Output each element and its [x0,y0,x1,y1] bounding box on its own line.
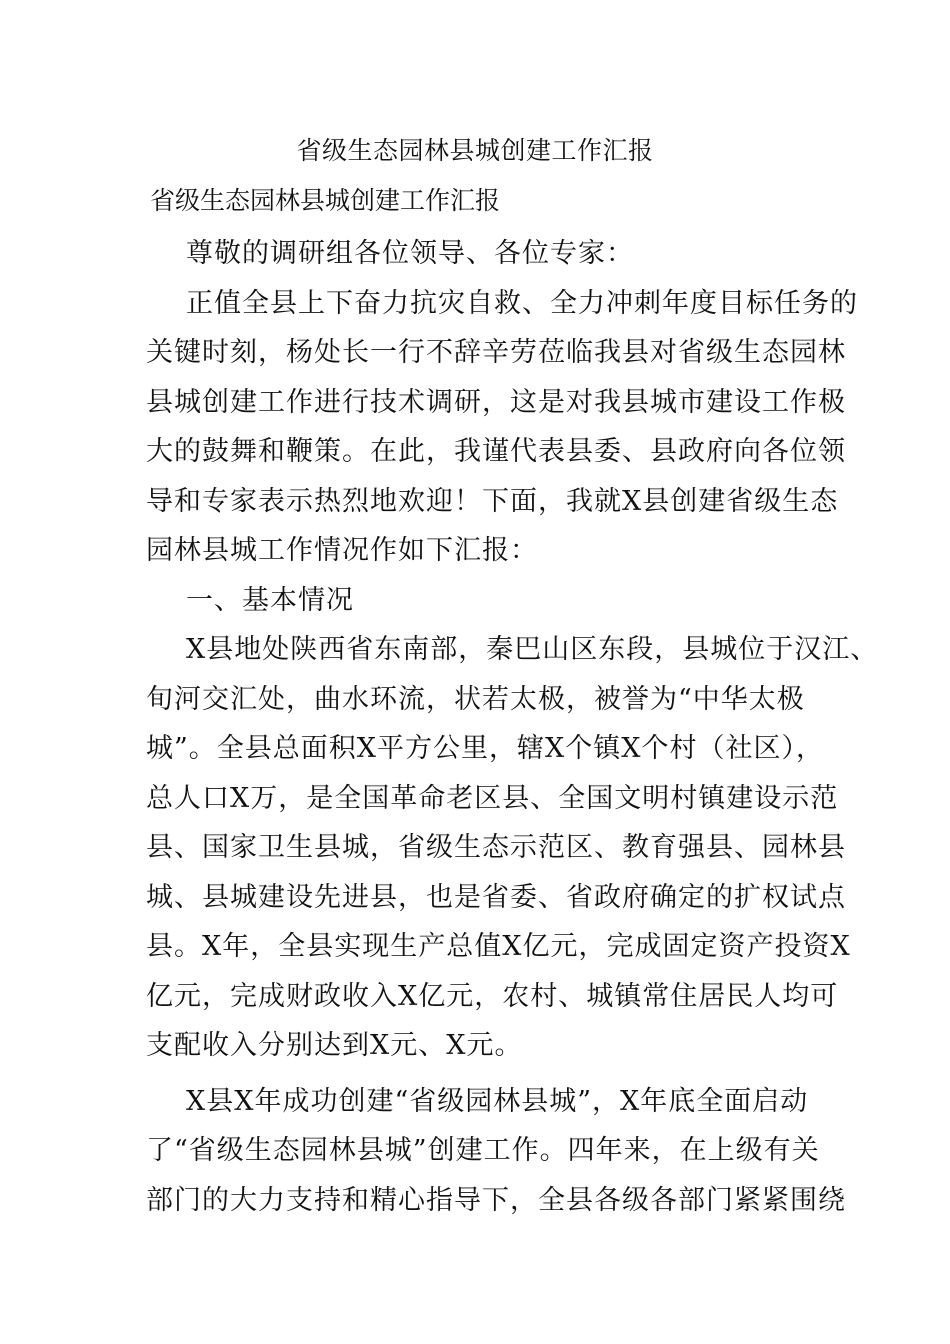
paragraph-line: 县、国家卫生县城，省级生态示范区、教育强县、园林县 [146,832,846,863]
paragraph-line: 县。X年，全县实现生产总值X亿元，完成固定资产投资X [146,931,851,962]
paragraph-line: 旬河交汇处，曲水环流，状若太极，被誉为“中华太极 [146,683,805,715]
paragraph-line: 正值全县上下奋力抗灾自救、全力冲刺年度目标任务的 [186,287,858,319]
paragraph-line: X县地处陕西省东南部，秦巴山区东段，县城位于汉江、 [186,634,879,665]
paragraph-line: 园林县城工作情况作如下汇报： [146,535,538,566]
paragraph-line: 关键时刻，杨处长一行不辞辛劳莅临我县对省级生态园林 [146,337,846,368]
paragraph-line: 城、县城建设先进县，也是省委、省政府确定的扩权试点 [146,881,846,913]
paragraph-line: 部门的大力支持和精心指导下，全县各级各部门紧紧围绕 [146,1184,846,1216]
greeting-line: 尊敬的调研组各位领导、各位专家： [186,238,634,269]
paragraph-line: 总人口X万，是全国革命老区县、全国文明村镇建设示范 [146,782,839,814]
paragraph-line: 城”。全县总面积X平方公里，辖X个镇X个村（社区）， [146,733,824,764]
paragraph-line: 县城创建工作进行技术调研，这是对我县城市建设工作极 [146,386,846,418]
document-title: 省级生态园林县城创建工作汇报 [296,136,654,165]
paragraph-line: 亿元，完成财政收入X亿元，农村、城镇常住居民人均可 [146,980,839,1012]
paragraph-line: 导和专家表示热烈地欢迎！下面，我就X县创建省级生态 [146,485,839,517]
document-body [146,229,879,1225]
paragraph-line: X县X年成功创建“省级园林县城”，X年底全面启动 [186,1085,809,1117]
paragraph-line: 大的鼓舞和鞭策。在此，我谨代表县委、县政府向各位领 [146,436,846,467]
document-subtitle: 省级生态园林县城创建工作汇报 [150,186,501,215]
section-heading: 一、基本情况 [186,584,354,616]
paragraph-line: 了“省级生态园林县城”创建工作。四年来，在上级有关 [146,1135,820,1166]
paragraph-line: 支配收入分别达到X元、X元。 [146,1030,523,1061]
